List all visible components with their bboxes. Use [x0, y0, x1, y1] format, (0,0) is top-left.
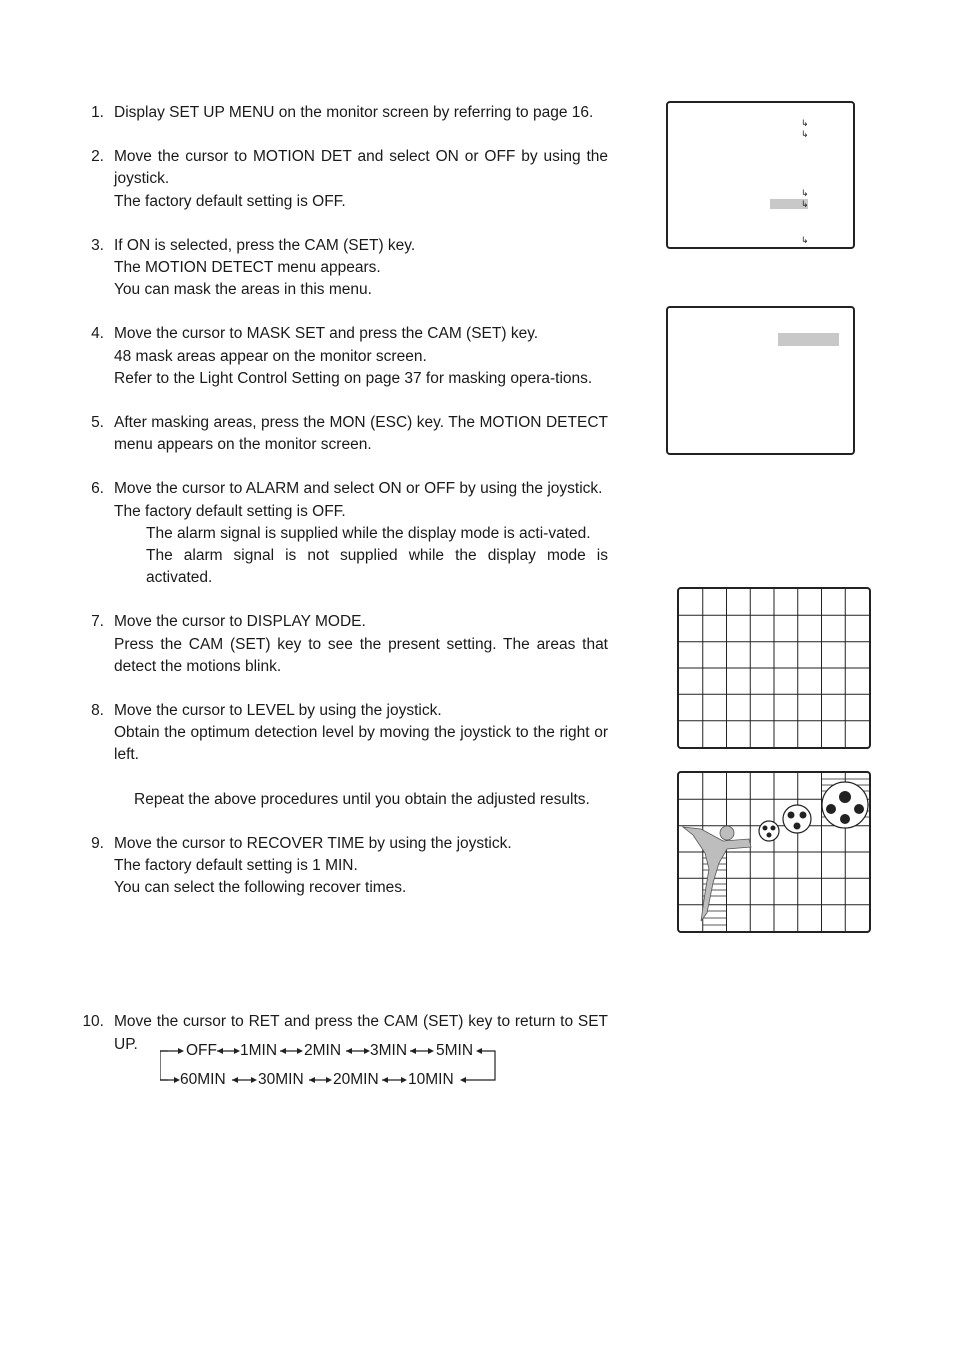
- step-text: The factory default setting is OFF.: [114, 192, 346, 210]
- step-text: Move the cursor to RET and press the CAM (SET) key to return to SET UP.: [114, 1013, 608, 1053]
- recover-time-20min: 20MIN: [333, 1071, 379, 1088]
- step-number: 10.: [82, 1013, 104, 1031]
- step-number: 6.: [91, 480, 104, 498]
- step-9: [76, 833, 608, 900]
- cursor-mark-icon: ↳: [801, 199, 809, 209]
- mask-grid: [679, 589, 869, 747]
- step-number: 1.: [91, 104, 104, 121]
- step-text: Display SET UP MENU on the monitor screen by referring to page 16.: [114, 104, 594, 121]
- step-number: 7.: [91, 613, 104, 631]
- recover-time-5min: 5MIN: [436, 1042, 474, 1059]
- step-text: If ON is selected, press the CAM (SET) key.: [114, 236, 416, 254]
- cursor-mark-icon: ↳: [801, 188, 809, 198]
- motion-detection-illustration: [679, 773, 869, 931]
- step-text: Obtain the optimum detection level by moving the joystick to the right or left.: [114, 724, 608, 764]
- step-text: Press the CAM (SET) key to see the present setting. The areas that detect the motions blink.: [114, 635, 608, 675]
- step-number: 2.: [91, 148, 104, 166]
- step-text: You can select the following recover times.: [114, 879, 407, 897]
- step-text: The factory default setting is OFF.: [114, 502, 346, 520]
- step-text: Move the cursor to DISPLAY MODE.: [114, 613, 366, 631]
- step-text: Move the cursor to MASK SET and press the CAM (SET) key.: [114, 325, 539, 343]
- step-4: [76, 323, 608, 390]
- cursor-mark-icon: ↳: [801, 235, 809, 245]
- cursor-mark-icon: ↳: [801, 118, 809, 128]
- cursor-mark-icon: ↳: [801, 129, 809, 139]
- step-number: 9.: [91, 834, 104, 852]
- step-note: Repeat the above procedures until you obtain the adjusted results.: [134, 790, 590, 808]
- selected-item-highlight: [778, 333, 839, 346]
- step-text: 48 mask areas appear on the monitor screen.: [114, 347, 427, 365]
- step-text: Refer to the Light Control Setting on page 37 for masking opera-tions.: [114, 369, 593, 387]
- step-3: [76, 235, 608, 302]
- step-number: 3.: [91, 236, 104, 254]
- step-text: After masking areas, press the MON (ESC) key. The MOTION DETECT menu appears on the monitor screen.: [114, 414, 608, 454]
- recover-time-1min: 1MIN: [240, 1042, 278, 1059]
- step-text: Move the cursor to LEVEL by using the joystick.: [114, 702, 442, 720]
- step-5: [76, 412, 608, 456]
- step-text: The MOTION DETECT menu appears.: [114, 259, 381, 277]
- step-text: You can mask the areas in this menu.: [114, 281, 372, 299]
- recover-time-cycle-diagram: [160, 1040, 500, 1088]
- step-8: [76, 700, 608, 811]
- step-6: [76, 478, 608, 589]
- recover-time-off: OFF: [186, 1042, 217, 1059]
- step-1: [76, 102, 608, 124]
- setup-menu-screen: [666, 101, 855, 249]
- recover-time-10min: 10MIN: [408, 1071, 454, 1088]
- step-text: The factory default setting is 1 MIN.: [114, 857, 358, 875]
- alarm-off-note: The alarm signal is not supplied while the display mode is activated.: [146, 547, 608, 587]
- motion-detect-menu-screen: [666, 306, 855, 455]
- alarm-on-note: The alarm signal is supplied while the display mode is acti-vated.: [146, 524, 591, 542]
- recover-time-30min: 30MIN: [258, 1071, 304, 1088]
- step-text: Move the cursor to RECOVER TIME by using the joystick.: [114, 834, 512, 852]
- step-number: 8.: [91, 702, 104, 720]
- instruction-list: [76, 102, 608, 1078]
- step-2: [76, 146, 608, 213]
- recover-time-60min: 60MIN: [180, 1071, 226, 1088]
- step-text: Move the cursor to ALARM and select ON or OFF by using the joystick.: [114, 480, 603, 498]
- step-number: 4.: [91, 325, 104, 343]
- step-number: 5.: [91, 414, 104, 432]
- recover-time-2min: 2MIN: [304, 1042, 342, 1059]
- step-text: Move the cursor to MOTION DET and select ON or OFF by using the joystick.: [114, 148, 608, 188]
- recover-time-3min: 3MIN: [370, 1042, 408, 1059]
- mask-area-grid-screen: [677, 587, 871, 749]
- display-mode-screen: [677, 771, 871, 933]
- step-7: [76, 611, 608, 678]
